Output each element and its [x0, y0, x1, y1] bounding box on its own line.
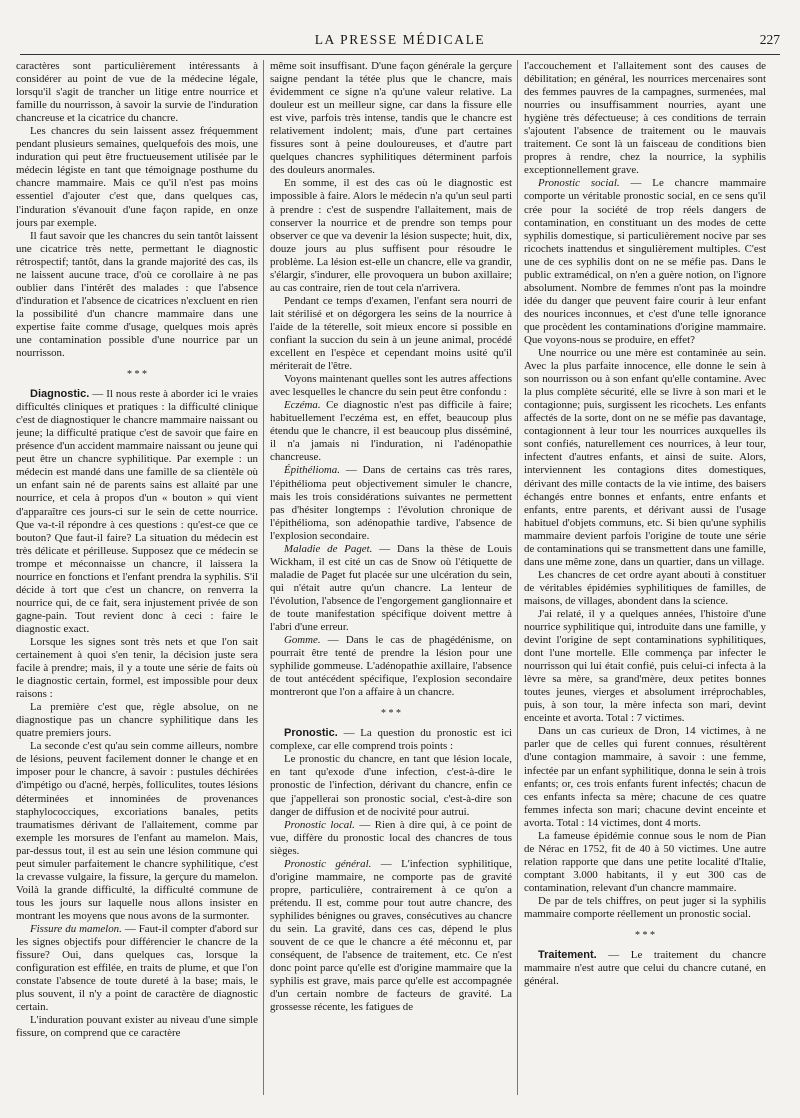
paragraph: Il faut savoir que les chancres du sein tantôt laissent une cicatrice très nette, permettant le diagnostic rétrospectif; tantôt, dans la grande majorité des cas, ils ne laissent aucune trace, d'où ce corollaire à ne pas oublier dans l'intérêt des malades : que l'absence d'induration et l'absence de cicatrices n'excluent en rien la possibilité d'un chancre mammaire dans une expertise faite comme d'usage, quelques mois après une contamination possible d'une nourrice par un nourrisson.: [16, 229, 258, 360]
subheading-eczema: Eczéma.: [284, 399, 321, 412]
subheading-pronostic-general: Pronostic général.: [284, 857, 372, 870]
paragraph-text: — La question du pronostic est ici complexe, car elle comprend trois points :: [270, 727, 512, 753]
section-heading-pronostic: Pronostic.: [284, 727, 338, 740]
column-2: [270, 60, 512, 1100]
subsection-epithelioma: [270, 464, 512, 542]
paragraph: La première c'est que, règle absolue, on ne diagnostique pas un chancre syphilitique dans les quatre premiers jours.: [16, 701, 258, 740]
section-heading-traitement: Traitement.: [538, 949, 597, 962]
page-number: 227: [759, 32, 780, 47]
subsection-fissure: [16, 923, 258, 1014]
subheading-gomme: Gomme.: [284, 634, 321, 647]
subsection-paget: [270, 543, 512, 634]
paragraph: La fameuse épidémie connue sous le nom de Pian de Nérac en 1752, fit de 40 à 50 victimes. Une autre relation rapporte que dans une petite localité d'Italie, comptant 3.000 habitants, il y eut 300 cas de contamination, relevant d'un chancre mammaire.: [524, 829, 766, 894]
paragraph: l'accouchement et l'allaitement sont des causes de débilitation; en général, les nourrices mercenaires sont des femmes pauvres de la campagnes, surmenées, mal nourries ou insuffisamment nourries, ayant une hygiène très défectueuse; à ces conditions de terrain s'ajoutent l'absence de traitement ou le mauvais traitement. Ce sont là un faisceau de conditions bien propres à rendre, chez la nourrice, la syphilis exceptionnellement grave.: [524, 60, 766, 177]
page-header: [20, 32, 780, 50]
paragraph: Voyons maintenant quelles sont les autres affections avec lesquelles le chancre du sein peut être confondu :: [270, 373, 512, 399]
paragraph-text: — Il nous reste à aborder ici le vraies difficultés cliniques et pratiques : la difficulté clinique c'est de diagnostiquer le chancre mammaire naissant ou jeune; la difficulté pratique c'est de savoir que faire en présence d'un accident mammaire naissant ou jeune qui peut être un chancre syphilitique. Par exemple : un médecin est mandé dans une famille de sa clientèle où un enfant sain né de parents sains est allaité par une nourrice, et cela à propos d'un « bouton » qui vient d'apparaître ces jours-ci sur le sein de cette nourrice. Que va-t-il répondre à ces questions : qu'est-ce que ce bouton? Que faut-il faire? La situation du médecin est très délicate et périlleuse. Supposez que ce médecin se trompe et méconnaisse un chancre, il laissera la nourrice en fonctions et l'enfant prendra la syphilis. S'il décide à tort que c'est un chancre, on renverra la nourrice qui, de ce fait, sera injustement privée de son gagne-pain. Tout revient donc à ceci : faire le diagnostic exact.: [16, 388, 258, 635]
journal-title: LA PRESSE MÉDICALE: [314, 32, 486, 47]
subsection-pronostic-general: [270, 858, 512, 1015]
paragraph-text: — L'infection syphilitique, d'origine mammaire, ne comporte pas de gravité propre, particulière, contrairement à ce qu'on a prétendu. Il est, comme pour tout autre chancre, des syphilides bénignes ou graves, consécutives au chancre du sein. La gravité, dans ces cas, dépend le plus souvent de ce que le chancre a été méconnu et, par conséquent, de l'absence de traitement, etc. Ce n'est donc point parce qu'elle est d'origine mammaire que la syphilis est grave, mais parce qu'elle est accompagnée d'un certain nombre de facteurs de gravité. La grossesse récente, les fatigues de: [270, 857, 512, 1014]
section-traitement: [524, 949, 766, 988]
paragraph-text: — Le chancre mammaire comporte un véritable pronostic social, en ce sens qu'il crée pour la société de trop réels dangers de contamination, en constituant un des modes de cette syphilis domestique, si particulièrement nocive par ses ricochets inattendus et singulièrement multiples. C'est une de ces syphilis dont on ne se méfie pas. Dans le public extramédical, on n'en a guère notion, on l'ignore absolument. Nombre de femmes n'ont pas la moindre idée du danger que peuvent faire courir à leur enfant des nourices inconnues, et c'est d'une telle ignorance que procèdent les contaminations d'origine mammaire. Que voyons-nous se produire, en effet?: [524, 177, 766, 346]
paragraph: Une nourrice ou une mère est contaminée au sein. Avec la plus parfaite innocence, elle donne le sein à son nourrisson ou à son enfant qu'elle contamine. Avec la plus complète sécurité, elle se livre à son mari et le contagionne; puis, surgissent les ricochets. Les enfants affectés de la sorte, dont on ne se méfie pas davantage, contagionnent à leur tour les nourrices auxquelles ils sont confiés, naturellement ces nourrices, à leur tour, infectent d'autres enfants, et ainsi de suite. Alors, interviennent les contagions dites domestiques, dérivant des mille contacts de la vie intime, des baisers échangés entre bonnes et enfants, entre enfants et enfants, entre parents, et dérivant aussi de l'usage habituel d'objets communs, etc. Si bien qu'une syphilis mammaire devient parfois l'origine de toute une série de contaminations qui se transmettent dans une famille, dans une même zone, dans un quartier, dans un village.: [524, 347, 766, 568]
paragraph: caractères sont particulièrement intéressants à considérer au point de vue de la médecine légale, lorsqu'il s'agit de trancher un litige entre nourrice et famille du nourrisson, à savoir la survie de l'induration chancreuse et la cicatrice du chancre.: [16, 60, 258, 125]
paragraph: L'induration pouvant exister au niveau d'une simple fissure, on comprend que ce caractère: [16, 1014, 258, 1040]
paragraph: J'ai relaté, il y a quelques années, l'histoire d'une nourrice syphilitique qui, introduite dans une famille, y devint l'origine de sept contaminations syphilitiques, dont l'une mortelle. Elle commença par infecter le nourrisson qui lui était confié, puis celui-ci infecta à la lèvre sa mère, sa grand'mère, deux petites bonnes toutes jeunes, vierges et absolument irréprochables, puis, à son tour, la mère infecta son mari, devint enceinte et avorta. Total : 7 victimes.: [524, 607, 766, 725]
paragraph-text: — Dans la thèse de Louis Wickham, il est cité un cas de Snow où l'étiquette de maladie de Paget fut placée sur une ulcération du sein, qui n'était autre qu'un chancre. La lenteur de l'évolution, l'absence de l'engorgement ganglionnaire et de toute manifestation spécifique doivent mettre à l'abri d'une erreur.: [270, 542, 512, 634]
column-divider: [263, 60, 264, 1095]
paragraph: Les chancres du sein laissent assez fréquemment pendant plusieurs semaines, quelquefois des mois, une induration qui peut être fructueusement utilisée par le médecin légiste en tant que témoignage posthume du chancre mammaire. Mais ce qu'il n'est pas moins essentiel d'ajouter c'est que, dans quelques cas, l'induration s'évanouit d'une façon rapide, en onze jours par exemple.: [16, 125, 258, 229]
paragraph: La seconde c'est qu'au sein comme ailleurs, nombre de lésions, peuvent facilement donner le change et en imposer pour le chancre, à savoir : pustules déchirées d'impétigo ou d'acné, herpès, folliculites, toutes lésions déterminées et innominées de provenances staphylococciques, excoriations banales, petits traumatismes dérivant de l'allaitement, comme par exemple les morsures de l'enfant au mamelon. Mais, par-dessus tout, il est au sein une lésion commune qui peut simuler parfaitement le chancre syphilitique, c'est la crevasse vulgaire, la fissure, la gerçure du mamelon. Voilà la grande difficulté, la difficulté commune de tous les jours sur laquelle nous allons insister en montrant les moyens que nous avons de la surmonter.: [16, 740, 258, 922]
paragraph: Le pronostic du chancre, en tant que lésion locale, en tant qu'exode d'une infection, c'est-à-dire le pronostic de l'infection, dérivant du chancre, enfin ce que j'appellerai son pronostic social, c'est-à-dire son danger de diffusion et de nocivité pour autrui.: [270, 753, 512, 818]
column-1: [16, 60, 258, 1100]
column-divider: [517, 60, 518, 1095]
subheading-pronostic-social: Pronostic social.: [538, 177, 620, 190]
paragraph-text: Ce diagnostic n'est pas difficile à faire; habituellement l'eczéma est, en effet, beaucoup plus étendu que le chancre, il est beaucoup plus disséminé, il n'a jamais ni l'induration, ni l'adénopathie chancreuse.: [270, 399, 512, 464]
subsection-eczema: [270, 399, 512, 464]
paragraph: Dans un cas curieux de Dron, 14 victimes, à ne parler que de celles qui furent connues, résultèrent d'une contagion mammaire, à savoir : une femme, infectée par un enfant syphilitique, donna le sein à trois enfants; or, ces trois enfants furent infectés; chacun de ces enfants infecta sa mère; chacune de ces quatre femmes infecta son mari; chacune devint enceinte et avorta. Total : 14 victimes, dont 4 morts.: [524, 725, 766, 829]
paragraph: De par de tels chiffres, on peut juger si la syphilis mammaire comporte réellement un pronostic social.: [524, 895, 766, 921]
section-diagnostic: [16, 388, 258, 636]
paragraph: même soit insuffisant. D'une façon générale la gerçure saigne pendant la tétée plus que le chancre, mais évidemment ce signe n'a qu'une valeur relative. La douleur est un meilleur signe, car dans la fissure elle est vive, parfois très intense, tandis que le chancre est relativement indolent; mais, d'une part certaines fissures sont à peine douloureuses, et d'autre part quelques chancres syphilitiques déterminent parfois des douleurs anormales.: [270, 60, 512, 177]
subsection-pronostic-social: [524, 177, 766, 347]
subsection-pronostic-local: [270, 819, 512, 858]
column-3: [524, 60, 766, 1100]
paragraph-text: — Dans de certains cas très rares, l'épithélioma peut objectivement simuler le chancre, mais les trois considérations suivantes ne permettent pas d'hésiter longtemps : l'évolution chronique de l'épithélioma, son adénopathie tardive, l'absence de l'explosion secondaire.: [270, 464, 512, 542]
header-rule: [20, 54, 780, 55]
section-heading-diagnostic: Diagnostic.: [30, 388, 90, 401]
section-pronostic: [270, 727, 512, 753]
section-separator: * * *: [127, 369, 147, 381]
paragraph: En somme, il est des cas où le diagnostic est impossible à faire. Alors le médecin n'a qu'un seul parti à prendre : c'est de suspendre l'allaitement, mais de conserver la nourrice et de prendre son temps pour observer ce que va devenir la lésion suspecte; huit, dix, douze jours au plus suffisent pour résoudre le problème. La lésion est-elle un chancre, elle va grandir, s'élargir, s'indurer, elle provoquera un bubon axillaire; au cas contraire, rien de tout cela n'arrivera.: [270, 177, 512, 294]
paragraph-text: — Dans le cas de phagédénisme, on pourrait être tenté de prendre la lésion pour une syphilide gommeuse. L'adénopathie axillaire, l'absence de tout antécédent spécifique, l'explosion secondaire montreront que l'on a affaire à un chancre.: [270, 634, 512, 699]
paragraph-text: — Le traitement du chancre mammaire n'est autre que celui du chancre cutané, en général.: [524, 949, 766, 988]
subheading-paget: Maladie de Paget.: [284, 542, 373, 555]
paragraph: Pendant ce temps d'examen, l'enfant sera nourri de lait stérilisé et on dégorgera les seins de la nourrice à l'aide de la téterelle, soit mieux encore si possible en confiant la succion du sein à un jeune animal, procédé excellent en l'espèce et cependant moins usité qu'il mériterait de l'être.: [270, 294, 512, 373]
subheading-epithelioma: Épithélioma.: [284, 464, 340, 477]
subsection-gomme: [270, 634, 512, 699]
paragraph-text: — Rien à dire qui, à ce point de vue, diffère du pronostic local des chancres de tous sièges.: [270, 818, 512, 857]
paragraph: Les chancres de cet ordre ayant abouti à constituer de véritables épidémies syphilitiques de familles, de maisons, de villages, abondent dans la science.: [524, 568, 766, 607]
section-separator: * * *: [381, 708, 401, 720]
paragraph-text: — Faut-il compter d'abord sur les signes objectifs pour différencier le chancre de la fissure? Oui, dans quelques cas, lorsque la configuration est effilée, en traits de plume, et que l'on constate l'absence de toute dureté à la base; mais, le plus souvent, il n'y a point de caractère de diagnostic certain.: [16, 923, 258, 1014]
subheading-pronostic-local: Pronostic local.: [284, 818, 355, 831]
paragraph: Lorsque les signes sont très nets et que l'on sait certainement à quoi s'en tenir, la décision juste sera facile à prendre; mais, il y a toute une série de faits où le diagnostic certain, formel, est impossible pour deux raisons :: [16, 635, 258, 701]
subheading-fissure: Fissure du mamelon.: [30, 923, 122, 935]
section-separator: * * *: [635, 930, 655, 942]
